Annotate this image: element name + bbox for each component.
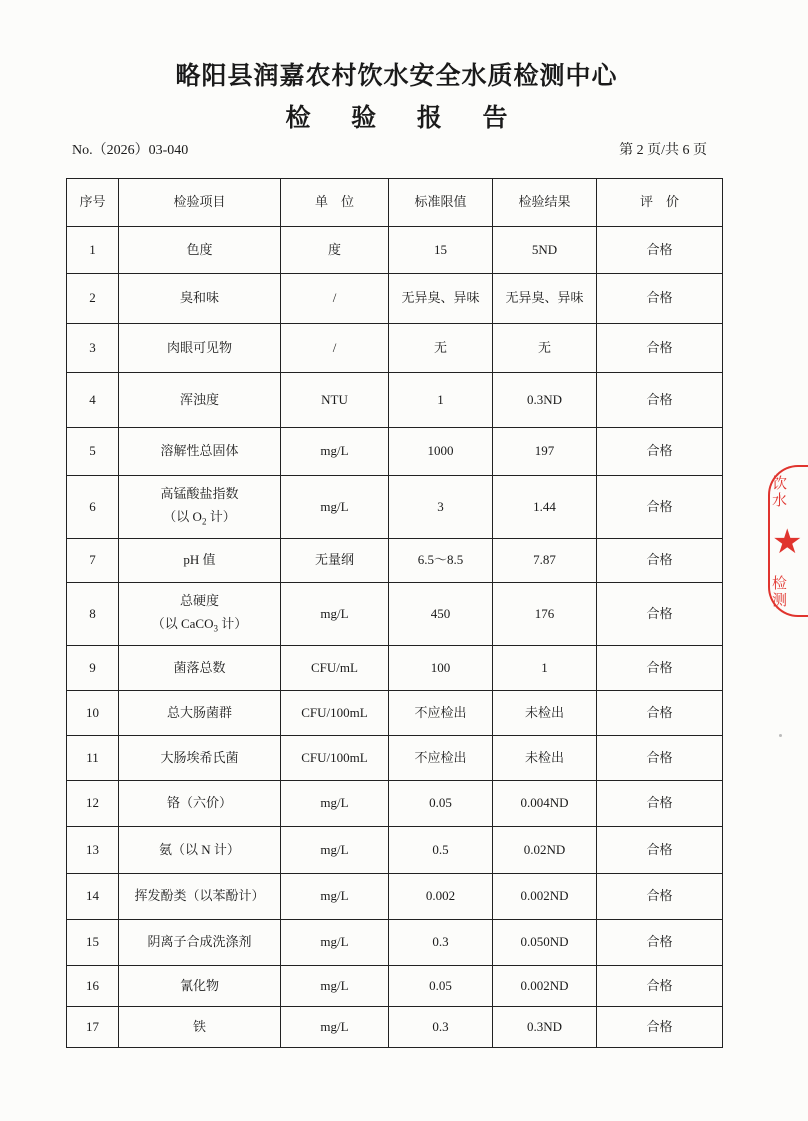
item-note-suffix: 计） xyxy=(218,616,248,632)
cell-no: 14 xyxy=(67,874,119,920)
cell-limit: 1000 xyxy=(389,428,493,476)
cell-item: 肉眼可见物 xyxy=(119,324,281,373)
col-header-eval: 评 价 xyxy=(597,179,723,227)
cell-eval: 合格 xyxy=(597,539,723,583)
cell-result: 0.050ND xyxy=(493,920,597,966)
cell-unit: CFU/100mL xyxy=(281,691,389,736)
cell-limit: 0.3 xyxy=(389,920,493,966)
table-row xyxy=(67,324,723,373)
cell-limit: 15 xyxy=(389,227,493,274)
cell-limit: 0.5 xyxy=(389,827,493,874)
organization-title: 略阳县润嘉农村饮水安全水质检测中心 xyxy=(175,61,618,90)
table-row xyxy=(67,736,723,781)
table-row xyxy=(67,781,723,827)
cell-result: 1.44 xyxy=(493,476,597,539)
cell-no: 13 xyxy=(67,827,119,874)
col-header-item: 检验项目 xyxy=(119,179,281,227)
cell-eval: 合格 xyxy=(597,324,723,373)
cell-unit: mg/L xyxy=(281,1007,389,1048)
stamp-text-bottom: 检测 xyxy=(772,574,788,609)
table-row xyxy=(67,691,723,736)
cell-limit: 0.05 xyxy=(389,781,493,827)
cell-unit: / xyxy=(281,274,389,324)
table-row xyxy=(67,274,723,324)
cell-limit: 无 xyxy=(389,324,493,373)
cell-no: 2 xyxy=(67,274,119,324)
cell-item xyxy=(119,583,281,646)
item-name: 总硬度 xyxy=(179,593,219,609)
cell-eval: 合格 xyxy=(597,373,723,428)
cell-result: 0.004ND xyxy=(493,781,597,827)
cell-result: 197 xyxy=(493,428,597,476)
cell-limit: 6.5～8.5 xyxy=(389,539,493,583)
cell-unit: mg/L xyxy=(281,966,389,1007)
cell-eval: 合格 xyxy=(597,476,723,539)
cell-result: 无异臭、异味 xyxy=(493,274,597,324)
table-row xyxy=(67,646,723,691)
cell-unit: mg/L xyxy=(281,476,389,539)
cell-no: 10 xyxy=(67,691,119,736)
cell-limit: 0.05 xyxy=(389,966,493,1007)
item-note-suffix: 计） xyxy=(206,509,236,525)
cell-limit: 0.002 xyxy=(389,874,493,920)
cell-eval: 合格 xyxy=(597,874,723,920)
cell-result: 7.87 xyxy=(493,539,597,583)
table-row xyxy=(67,227,723,274)
cell-result: 0.3ND xyxy=(493,373,597,428)
item-note xyxy=(121,506,278,530)
cell-item xyxy=(119,476,281,539)
cell-eval: 合格 xyxy=(597,781,723,827)
cell-no: 15 xyxy=(67,920,119,966)
cell-no: 3 xyxy=(67,324,119,373)
item-note xyxy=(121,613,278,637)
table-row xyxy=(67,428,723,476)
cell-item: 臭和味 xyxy=(119,274,281,324)
item-name: 高锰酸盐指数 xyxy=(160,486,239,502)
cell-no: 12 xyxy=(67,781,119,827)
report-number: No.（2026）03-040 xyxy=(72,143,189,158)
cell-no: 8 xyxy=(67,583,119,646)
cell-eval: 合格 xyxy=(597,227,723,274)
cell-eval: 合格 xyxy=(597,736,723,781)
cell-unit: mg/L xyxy=(281,827,389,874)
cell-item: 铁 xyxy=(119,1007,281,1048)
cell-eval: 合格 xyxy=(597,827,723,874)
table-row xyxy=(67,966,723,1007)
cell-eval: 合格 xyxy=(597,920,723,966)
report-title: 检 验 报 告 xyxy=(285,103,524,132)
table-row xyxy=(67,920,723,966)
cell-unit: CFU/100mL xyxy=(281,736,389,781)
scan-speck xyxy=(779,734,782,737)
item-note-subscript: 3 xyxy=(213,623,218,634)
col-header-result: 检验结果 xyxy=(493,179,597,227)
cell-no: 5 xyxy=(67,428,119,476)
cell-eval: 合格 xyxy=(597,646,723,691)
table-row xyxy=(67,583,723,646)
cell-no: 16 xyxy=(67,966,119,1007)
table-row xyxy=(67,874,723,920)
red-seal-stamp xyxy=(768,465,808,617)
col-header-limit: 标准限值 xyxy=(389,179,493,227)
cell-no: 4 xyxy=(67,373,119,428)
cell-unit: mg/L xyxy=(281,781,389,827)
cell-limit: 450 xyxy=(389,583,493,646)
cell-item: 大肠埃希氏菌 xyxy=(119,736,281,781)
cell-limit: 100 xyxy=(389,646,493,691)
cell-item: 色度 xyxy=(119,227,281,274)
cell-no: 1 xyxy=(67,227,119,274)
cell-item: 氨（以 N 计） xyxy=(119,827,281,874)
stamp-text-top: 饮水 xyxy=(772,474,788,509)
cell-no: 7 xyxy=(67,539,119,583)
cell-item: 铬（六价） xyxy=(119,781,281,827)
cell-item: 浑浊度 xyxy=(119,373,281,428)
cell-no: 6 xyxy=(67,476,119,539)
cell-item: 挥发酚类（以苯酚计） xyxy=(119,874,281,920)
table-row xyxy=(67,1007,723,1048)
star-icon: ★ xyxy=(772,522,803,562)
cell-limit: 1 xyxy=(389,373,493,428)
cell-result: 未检出 xyxy=(493,736,597,781)
cell-unit: 度 xyxy=(281,227,389,274)
cell-result: 无 xyxy=(493,324,597,373)
cell-eval: 合格 xyxy=(597,966,723,1007)
cell-no: 17 xyxy=(67,1007,119,1048)
item-note-prefix: （以 O xyxy=(163,509,202,525)
item-note-subscript: 2 xyxy=(201,516,207,527)
cell-no: 9 xyxy=(67,646,119,691)
cell-eval: 合格 xyxy=(597,583,723,646)
cell-unit: mg/L xyxy=(281,583,389,646)
table-row xyxy=(67,476,723,539)
cell-limit: 3 xyxy=(389,476,493,539)
col-header-no: 序号 xyxy=(67,179,119,227)
cell-item: pH 值 xyxy=(119,539,281,583)
cell-result: 未检出 xyxy=(493,691,597,736)
cell-unit: CFU/mL xyxy=(281,646,389,691)
cell-unit: mg/L xyxy=(281,874,389,920)
results-table xyxy=(66,178,723,1048)
table-row xyxy=(67,373,723,428)
col-header-unit: 单 位 xyxy=(281,179,389,227)
table-header-row xyxy=(67,179,723,227)
cell-unit: / xyxy=(281,324,389,373)
cell-limit: 无异臭、异味 xyxy=(389,274,493,324)
cell-unit: mg/L xyxy=(281,920,389,966)
cell-unit: 无量纲 xyxy=(281,539,389,583)
page-indicator: 第 2 页/共 6 页 xyxy=(619,143,707,158)
cell-item: 菌落总数 xyxy=(119,646,281,691)
cell-result: 5ND xyxy=(493,227,597,274)
cell-eval: 合格 xyxy=(597,691,723,736)
cell-eval: 合格 xyxy=(597,274,723,324)
table-row xyxy=(67,539,723,583)
cell-item: 氰化物 xyxy=(119,966,281,1007)
cell-result: 0.3ND xyxy=(493,1007,597,1048)
cell-eval: 合格 xyxy=(597,1007,723,1048)
cell-result: 0.02ND xyxy=(493,827,597,874)
cell-result: 1 xyxy=(493,646,597,691)
table-row xyxy=(67,827,723,874)
cell-item: 阴离子合成洗涤剂 xyxy=(119,920,281,966)
cell-item: 溶解性总固体 xyxy=(119,428,281,476)
cell-unit: mg/L xyxy=(281,428,389,476)
item-note-prefix: （以 CaCO xyxy=(151,616,214,632)
cell-result: 0.002ND xyxy=(493,874,597,920)
cell-item: 总大肠菌群 xyxy=(119,691,281,736)
cell-eval: 合格 xyxy=(597,428,723,476)
cell-limit: 不应检出 xyxy=(389,691,493,736)
cell-no: 11 xyxy=(67,736,119,781)
cell-unit: NTU xyxy=(281,373,389,428)
cell-result: 0.002ND xyxy=(493,966,597,1007)
cell-limit: 不应检出 xyxy=(389,736,493,781)
cell-limit: 0.3 xyxy=(389,1007,493,1048)
cell-result: 176 xyxy=(493,583,597,646)
